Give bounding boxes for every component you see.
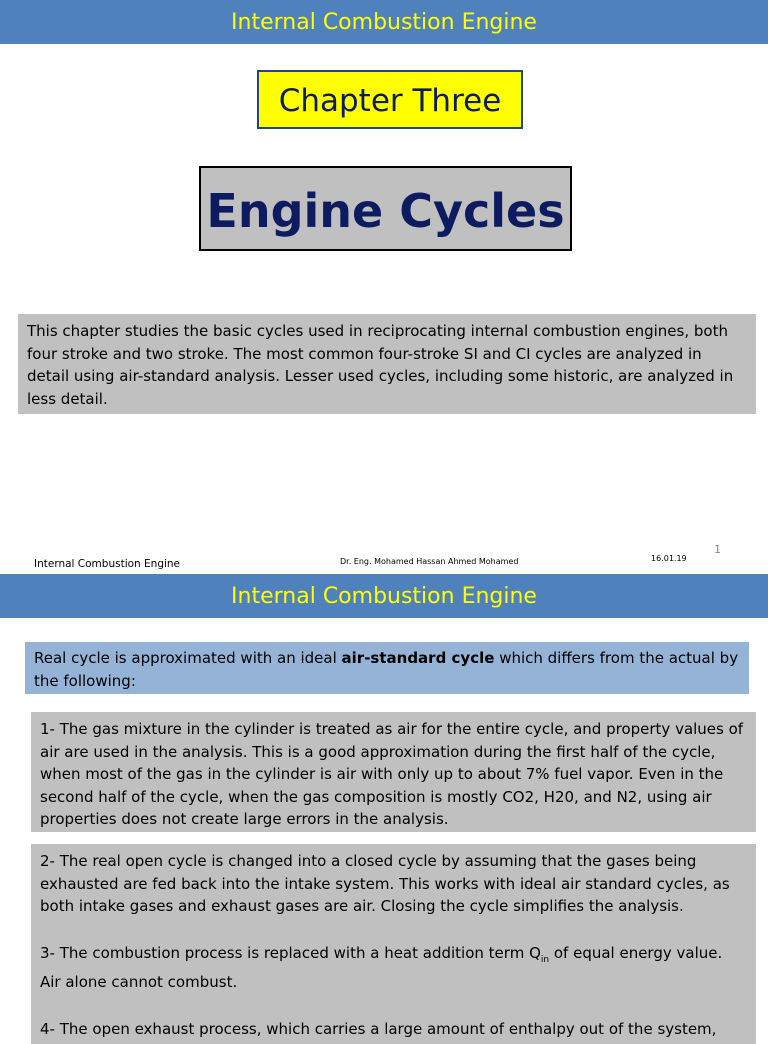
point-3-text-after: of equal energy value. Air alone cannot combust. [40, 943, 723, 991]
footer-course: Internal Combustion Engine [34, 558, 181, 570]
slide-2 [0, 574, 768, 1038]
footer-date: 16.01.19 [651, 554, 687, 563]
q-subscript: in [540, 954, 550, 965]
topic-title: Engine Cycles [199, 166, 572, 251]
point-1: 1- The gas mixture in the cylinder is treated as air for the entire cycle, and property values of air are used in the analysis. This is a good approximation during the first half of the cycle, when most of the gas in the cylinder is air with only up to about 7% fuel vapor. Even in the second half of the cycle, when the gas composition is mostly CO2, H20, and N2, using air properties does not create large errors in the analysis. [31, 712, 756, 832]
slide-header-title: Internal Combustion Engine [231, 10, 537, 35]
lead-text-bold: air-standard cycle [341, 649, 495, 667]
point-2: 2- The real open cycle is changed into a closed cycle by assuming that the gases being exhausted are fed back into the intake system. This works with ideal air standard cycles, as both intake gases and exhaust gases are air. Closing the cycle simplifies the analysis. [40, 852, 730, 915]
lead-text-after: which differs from the actual by the following: [34, 649, 739, 690]
point-3-text: 3- The combustion process is replaced with a heat addition term Q [40, 943, 541, 962]
slide-header-title: Internal Combustion Engine [231, 584, 537, 609]
lead-text-before: Real cycle is approximated with an ideal [34, 649, 342, 667]
lead-statement [25, 642, 749, 694]
point-4: 4- The open exhaust process, which carries a large amount of enthalpy out of the system, [40, 1019, 717, 1038]
chapter-label: Chapter Three [257, 70, 523, 129]
points-2-4 [31, 844, 756, 1044]
intro-paragraph: This chapter studies the basic cycles used in reciprocating internal combustion engines, both four stroke and two stroke. The most common four-stroke SI and CI cycles are analyzed in detail using air-standard analysis. Lesser used cycles, including some historic, are analyzed in less detail. [18, 314, 756, 414]
page-number: 1 [714, 543, 721, 556]
point-3 [40, 942, 747, 994]
footer-author: Dr. Eng. Mohamed Hassan Ahmed Mohamed [340, 557, 519, 566]
